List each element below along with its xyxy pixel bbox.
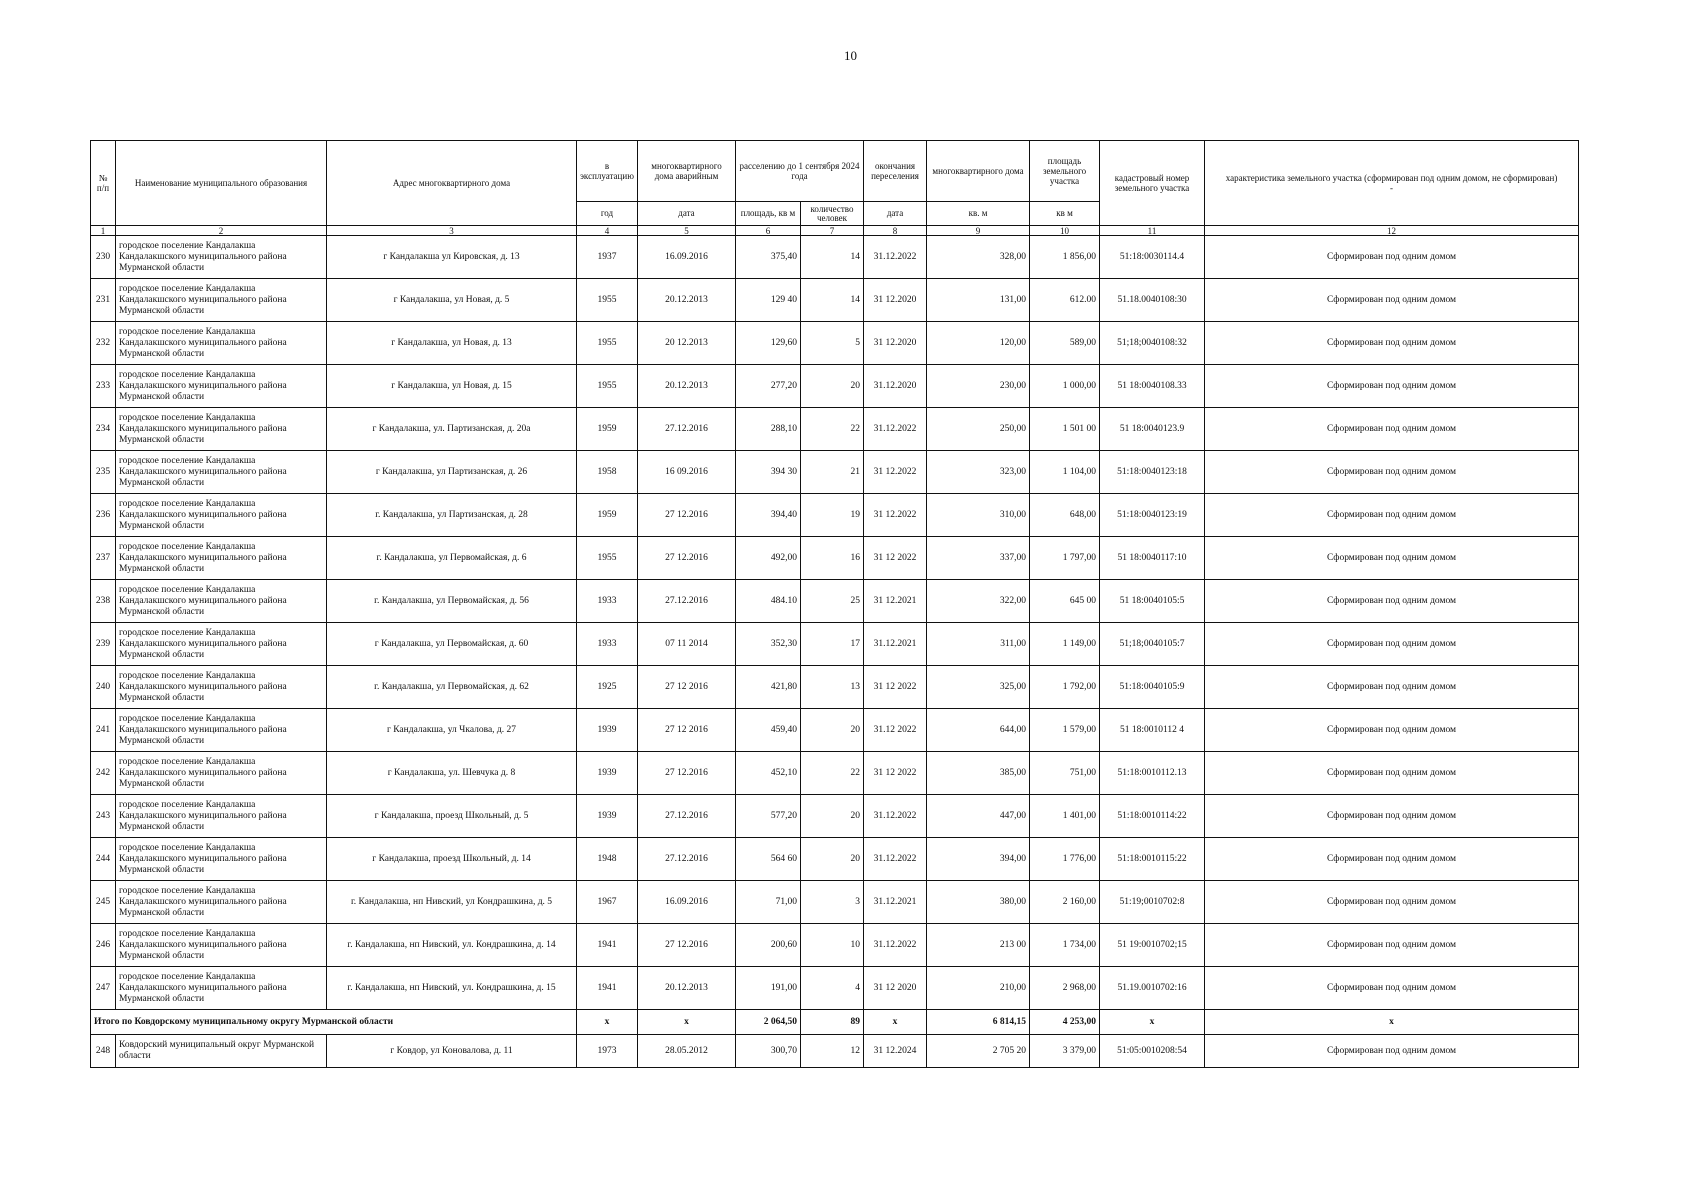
emergency-date: 16 09.2016 (638, 451, 736, 494)
house-address: г Кандалакша, ул Чкалова, д. 27 (327, 709, 577, 752)
commission-year: 1955 (577, 365, 638, 408)
house-area: 323,00 (927, 451, 1030, 494)
header-land-char (1205, 141, 1579, 226)
row-number: 239 (91, 623, 116, 666)
house-address: г. Кандалакша, ул Первомайская, д. 62 (327, 666, 577, 709)
header-land-char-dash: - (1390, 183, 1394, 193)
house-address: г Кандалакша, проезд Школьный, д. 5 (327, 795, 577, 838)
commission-year: 1941 (577, 967, 638, 1010)
house-area: 2 705 20 (927, 1035, 1030, 1068)
house-address: г Кандалакша, ул Новая, д. 13 (327, 322, 577, 365)
emergency-date: 27 12.2016 (638, 494, 736, 537)
people-count: 14 (801, 279, 864, 322)
row-number: 242 (91, 752, 116, 795)
people-count: 20 (801, 838, 864, 881)
commission-year: 1925 (577, 666, 638, 709)
row-number: 230 (91, 236, 116, 279)
row-number: 238 (91, 580, 116, 623)
page-number: 10 (844, 48, 857, 63)
cadastral-number: 51 18:0040105:5 (1100, 580, 1205, 623)
header-resettlement: расселению до 1 сентября 2024 года (736, 141, 864, 202)
land-area: 589,00 (1030, 322, 1100, 365)
cadastral-number: 51;18;0040108:32 (1100, 322, 1205, 365)
end-date: 31.12.2022 (864, 838, 927, 881)
cadastral-number: 51:19;0010702:8 (1100, 881, 1205, 924)
land-area: 2 160,00 (1030, 881, 1100, 924)
municipality-name: городское поселение Кандалакша Кандалакшского муниципального района Мурманской области (116, 924, 327, 967)
column-number: 1 (91, 226, 116, 236)
land-area: 1 776,00 (1030, 838, 1100, 881)
land-characteristic: Сформирован под одним домом (1205, 752, 1579, 795)
header-land-area: площадь земельного участка (1030, 141, 1100, 202)
resettlement-area: 191,00 (736, 967, 801, 1010)
cadastral-number: 51:18:0040123:19 (1100, 494, 1205, 537)
land-area: 1 734,00 (1030, 924, 1100, 967)
people-count: 21 (801, 451, 864, 494)
land-characteristic: Сформирован под одним домом (1205, 537, 1579, 580)
people-count: 5 (801, 322, 864, 365)
people-count: 3 (801, 881, 864, 924)
total-year: х (577, 1010, 638, 1035)
emergency-date: 20 12.2013 (638, 322, 736, 365)
house-address: г Кандалакша, ул Первомайская, д. 60 (327, 623, 577, 666)
subheader-sqm: кв. м (927, 202, 1030, 226)
municipality-name: городское поселение Кандалакша Кандалакшского муниципального района Мурманской области (116, 494, 327, 537)
cadastral-number: 51:18:0010112.13 (1100, 752, 1205, 795)
resettlement-area: 277,20 (736, 365, 801, 408)
resettlement-area: 577,20 (736, 795, 801, 838)
column-number: 4 (577, 226, 638, 236)
house-address: г Кандалакша, ул. Партизанская, д. 20а (327, 408, 577, 451)
end-date: 31 12.2022 (864, 494, 927, 537)
land-area: 648,00 (1030, 494, 1100, 537)
emergency-date: 27.12.2016 (638, 838, 736, 881)
emergency-date: 20.12.2013 (638, 967, 736, 1010)
resettlement-area: 421,80 (736, 666, 801, 709)
resettlement-area: 564 60 (736, 838, 801, 881)
land-characteristic: Сформирован под одним домом (1205, 580, 1579, 623)
house-area: 325,00 (927, 666, 1030, 709)
commission-year: 1939 (577, 709, 638, 752)
end-date: 31.12.2021 (864, 881, 927, 924)
table-row (91, 752, 1579, 795)
resettlement-area: 200,60 (736, 924, 801, 967)
header-house-area: многоквартирного дома (927, 141, 1030, 202)
commission-year: 1973 (577, 1035, 638, 1068)
header-num: № п/п (91, 141, 116, 226)
house-address: г. Кандалакша, ул Первомайская, д. 6 (327, 537, 577, 580)
house-area: 337,00 (927, 537, 1030, 580)
table-row (91, 666, 1579, 709)
header-land-char-text: характеристика земельного участка (сформирован под одним домом, не сформирован) (1225, 173, 1558, 183)
row-number: 241 (91, 709, 116, 752)
land-area: 1 579,00 (1030, 709, 1100, 752)
cadastral-number: 51.18.0040108:30 (1100, 279, 1205, 322)
house-address: г Кандалакша, ул Партизанская, д. 26 (327, 451, 577, 494)
table-row (91, 494, 1579, 537)
land-characteristic: Сформирован под одним домом (1205, 666, 1579, 709)
commission-year: 1967 (577, 881, 638, 924)
land-area: 1 104,00 (1030, 451, 1100, 494)
total-label: Итого по Ковдорскому муниципальному округу Мурманской области (91, 1010, 577, 1035)
house-area: 394,00 (927, 838, 1030, 881)
end-date: 31 12 2022 (864, 752, 927, 795)
row-number: 247 (91, 967, 116, 1010)
total-end: х (864, 1010, 927, 1035)
emergency-date: 27.12.2016 (638, 580, 736, 623)
land-area: 2 968,00 (1030, 967, 1100, 1010)
municipality-name: городское поселение Кандалакша Кандалакшского муниципального района Мурманской области (116, 322, 327, 365)
table-row (91, 838, 1579, 881)
cadastral-number: 51 19:0010702;15 (1100, 924, 1205, 967)
column-number: 8 (864, 226, 927, 236)
resettlement-area: 394,40 (736, 494, 801, 537)
municipality-name: городское поселение Кандалакша Кандалакшского муниципального района Мурманской области (116, 365, 327, 408)
resettlement-area: 492,00 (736, 537, 801, 580)
land-area: 612.00 (1030, 279, 1100, 322)
house-area: 250,00 (927, 408, 1030, 451)
table-row (91, 1035, 1579, 1068)
land-area: 751,00 (1030, 752, 1100, 795)
column-number: 10 (1030, 226, 1100, 236)
resettlement-area: 375,40 (736, 236, 801, 279)
cadastral-number: 51:18:0040123:18 (1100, 451, 1205, 494)
emergency-date: 27 12.2016 (638, 924, 736, 967)
municipality-name: городское поселение Кандалакша Кандалакшского муниципального района Мурманской области (116, 580, 327, 623)
subheader-date: дата (638, 202, 736, 226)
end-date: 31 12.2021 (864, 580, 927, 623)
commission-year: 1933 (577, 580, 638, 623)
land-area: 1 792,00 (1030, 666, 1100, 709)
table-row (91, 279, 1579, 322)
header-address: Адрес многоквартирного дома (327, 141, 577, 226)
commission-year: 1939 (577, 752, 638, 795)
house-area: 644,00 (927, 709, 1030, 752)
header-municipality: Наименование муниципального образования (116, 141, 327, 226)
house-address: г. Кандалакша, ул Партизанская, д. 28 (327, 494, 577, 537)
emergency-date: 16.09.2016 (638, 236, 736, 279)
house-area: 213 00 (927, 924, 1030, 967)
people-count: 22 (801, 408, 864, 451)
people-count: 22 (801, 752, 864, 795)
people-count: 14 (801, 236, 864, 279)
column-number-row (91, 226, 1579, 236)
municipality-name: городское поселение Кандалакша Кандалакшского муниципального района Мурманской области (116, 795, 327, 838)
cadastral-number: 51;18;0040105:7 (1100, 623, 1205, 666)
house-area: 131,00 (927, 279, 1030, 322)
row-number: 244 (91, 838, 116, 881)
total-row (91, 1010, 1579, 1035)
table-row (91, 537, 1579, 580)
house-address: г Кандалакша, проезд Школьный, д. 14 (327, 838, 577, 881)
emergency-date: 27 12 2016 (638, 709, 736, 752)
municipality-name: городское поселение Кандалакша Кандалакшского муниципального района Мурманской области (116, 623, 327, 666)
land-characteristic: Сформирован под одним домом (1205, 279, 1579, 322)
end-date: 31.12 2022 (864, 709, 927, 752)
land-characteristic: Сформирован под одним домом (1205, 967, 1579, 1010)
end-date: 31 12 2020 (864, 967, 927, 1010)
municipality-name: городское поселение Кандалакша Кандалакшского муниципального района Мурманской области (116, 451, 327, 494)
land-characteristic: Сформирован под одним домом (1205, 236, 1579, 279)
total-char: х (1205, 1010, 1579, 1035)
subheader-year: год (577, 202, 638, 226)
resettlement-area: 452,10 (736, 752, 801, 795)
total-area: 2 064,50 (736, 1010, 801, 1035)
end-date: 31 12 2022 (864, 666, 927, 709)
people-count: 16 (801, 537, 864, 580)
people-count: 20 (801, 365, 864, 408)
row-number: 248 (91, 1035, 116, 1068)
total-cad: х (1100, 1010, 1205, 1035)
land-characteristic: Сформирован под одним домом (1205, 1035, 1579, 1068)
end-date: 31.12.2022 (864, 924, 927, 967)
end-date: 31.12.2022 (864, 236, 927, 279)
row-number: 237 (91, 537, 116, 580)
column-number: 11 (1100, 226, 1205, 236)
total-date: х (638, 1010, 736, 1035)
table-row (91, 709, 1579, 752)
cadastral-number: 51 18:0040108.33 (1100, 365, 1205, 408)
municipality-name: городское поселение Кандалакша Кандалакшского муниципального района Мурманской области (116, 709, 327, 752)
house-area: 230,00 (927, 365, 1030, 408)
house-area: 310,00 (927, 494, 1030, 537)
row-number: 231 (91, 279, 116, 322)
resettlement-area: 394 30 (736, 451, 801, 494)
land-area: 3 379,00 (1030, 1035, 1100, 1068)
people-count: 25 (801, 580, 864, 623)
column-number: 6 (736, 226, 801, 236)
land-characteristic: Сформирован под одним домом (1205, 838, 1579, 881)
municipality-name: городское поселение Кандалакша Кандалакшского муниципального района Мурманской области (116, 236, 327, 279)
emergency-date: 27.12.2016 (638, 408, 736, 451)
resettlement-area: 352,30 (736, 623, 801, 666)
commission-year: 1933 (577, 623, 638, 666)
commission-year: 1948 (577, 838, 638, 881)
house-area: 322,00 (927, 580, 1030, 623)
table-row (91, 365, 1579, 408)
people-count: 19 (801, 494, 864, 537)
house-address: г Кандалакша, ул Новая, д. 5 (327, 279, 577, 322)
header-commission: в эксплуатацию (577, 141, 638, 202)
municipality-name: городское поселение Кандалакша Кандалакшского муниципального района Мурманской области (116, 279, 327, 322)
end-date: 31 12.2020 (864, 322, 927, 365)
land-characteristic: Сформирован под одним домом (1205, 795, 1579, 838)
resettlement-area: 288,10 (736, 408, 801, 451)
row-number: 246 (91, 924, 116, 967)
row-number: 240 (91, 666, 116, 709)
table-row (91, 322, 1579, 365)
emergency-date: 20.12.2013 (638, 365, 736, 408)
emergency-date: 27 12 2016 (638, 666, 736, 709)
land-characteristic: Сформирован под одним домом (1205, 881, 1579, 924)
subheader-people: количество человек (801, 202, 864, 226)
house-address: г. Кандалакша, нп Нивский, ул. Кондрашкина, д. 14 (327, 924, 577, 967)
people-count: 10 (801, 924, 864, 967)
land-area: 1 856,00 (1030, 236, 1100, 279)
municipality-name: городское поселение Кандалакша Кандалакшского муниципального района Мурманской области (116, 967, 327, 1010)
commission-year: 1937 (577, 236, 638, 279)
land-area: 645 00 (1030, 580, 1100, 623)
table-row (91, 451, 1579, 494)
subheader-area: площадь, кв м (736, 202, 801, 226)
commission-year: 1955 (577, 322, 638, 365)
people-count: 20 (801, 709, 864, 752)
people-count: 4 (801, 967, 864, 1010)
land-characteristic: Сформирован под одним домом (1205, 451, 1579, 494)
row-number: 245 (91, 881, 116, 924)
column-number: 3 (327, 226, 577, 236)
cadastral-number: 51 18:0040123.9 (1100, 408, 1205, 451)
land-characteristic: Сформирован под одним домом (1205, 408, 1579, 451)
land-characteristic: Сформирован под одним домом (1205, 623, 1579, 666)
house-address: г. Кандалакша, ул Первомайская, д. 56 (327, 580, 577, 623)
table-row (91, 408, 1579, 451)
end-date: 31 12.2022 (864, 451, 927, 494)
land-characteristic: Сформирован под одним домом (1205, 322, 1579, 365)
land-area: 1 149,00 (1030, 623, 1100, 666)
end-date: 31 12.2024 (864, 1035, 927, 1068)
municipality-name: Ковдорский муниципальный округ Мурманской области (116, 1035, 327, 1068)
row-number: 233 (91, 365, 116, 408)
end-date: 31.12.2022 (864, 408, 927, 451)
emergency-date: 27 12.2016 (638, 752, 736, 795)
house-address: г. Кандалакша, нп Нивский, ул Кондрашкина, д. 5 (327, 881, 577, 924)
resettlement-area: 300,70 (736, 1035, 801, 1068)
table-row (91, 924, 1579, 967)
emergency-date: 07 11 2014 (638, 623, 736, 666)
table-row (91, 623, 1579, 666)
cadastral-number: 51.19.0010702:16 (1100, 967, 1205, 1010)
land-characteristic: Сформирован под одним домом (1205, 365, 1579, 408)
end-date: 31 12 2022 (864, 537, 927, 580)
total-people: 89 (801, 1010, 864, 1035)
commission-year: 1955 (577, 279, 638, 322)
commission-year: 1959 (577, 408, 638, 451)
cadastral-number: 51:05:0010208:54 (1100, 1035, 1205, 1068)
column-number: 12 (1205, 226, 1579, 236)
resettlement-area: 459,40 (736, 709, 801, 752)
municipality-name: городское поселение Кандалакша Кандалакшского муниципального района Мурманской области (116, 537, 327, 580)
house-area: 328,00 (927, 236, 1030, 279)
row-number: 235 (91, 451, 116, 494)
table-body (91, 236, 1579, 1068)
column-number: 7 (801, 226, 864, 236)
table-row (91, 236, 1579, 279)
row-number: 234 (91, 408, 116, 451)
land-characteristic: Сформирован под одним домом (1205, 494, 1579, 537)
house-area: 210,00 (927, 967, 1030, 1010)
end-date: 31 12.2020 (864, 279, 927, 322)
land-characteristic: Сформирован под одним домом (1205, 709, 1579, 752)
municipality-name: городское поселение Кандалакша Кандалакшского муниципального района Мурманской области (116, 408, 327, 451)
emergency-date: 28.05.2012 (638, 1035, 736, 1068)
row-number: 236 (91, 494, 116, 537)
commission-year: 1941 (577, 924, 638, 967)
commission-year: 1939 (577, 795, 638, 838)
row-number: 232 (91, 322, 116, 365)
resettlement-area: 71,00 (736, 881, 801, 924)
people-count: 13 (801, 666, 864, 709)
emergency-date: 27 12.2016 (638, 537, 736, 580)
commission-year: 1958 (577, 451, 638, 494)
column-number: 5 (638, 226, 736, 236)
resettlement-table (90, 140, 1579, 1068)
house-area: 311,00 (927, 623, 1030, 666)
cadastral-number: 51:18:0010115:22 (1100, 838, 1205, 881)
subheader-sqm-land: кв м (1030, 202, 1100, 226)
house-address: г Ковдор, ул Коновалова, д. 11 (327, 1035, 577, 1068)
header-end-date: окончания переселения (864, 141, 927, 202)
house-area: 447,00 (927, 795, 1030, 838)
cadastral-number: 51:18:0040105:9 (1100, 666, 1205, 709)
resettlement-area: 129,60 (736, 322, 801, 365)
people-count: 17 (801, 623, 864, 666)
house-area: 120,00 (927, 322, 1030, 365)
emergency-date: 16.09.2016 (638, 881, 736, 924)
house-address: г. Кандалакша, нп Нивский, ул. Кондрашкина, д. 15 (327, 967, 577, 1010)
land-area: 1 401,00 (1030, 795, 1100, 838)
row-number: 243 (91, 795, 116, 838)
column-number: 9 (927, 226, 1030, 236)
header-emergency: многоквартирного дома аварийным (638, 141, 736, 202)
municipality-name: городское поселение Кандалакша Кандалакшского муниципального района Мурманской области (116, 881, 327, 924)
table-row (91, 881, 1579, 924)
house-address: г Кандалакша, ул. Шевчука д. 8 (327, 752, 577, 795)
cadastral-number: 51 18:0010112 4 (1100, 709, 1205, 752)
municipality-name: городское поселение Кандалакша Кандалакшского муниципального района Мурманской области (116, 752, 327, 795)
commission-year: 1955 (577, 537, 638, 580)
table-row (91, 580, 1579, 623)
house-address: г Кандалакша, ул Новая, д. 15 (327, 365, 577, 408)
house-area: 385,00 (927, 752, 1030, 795)
subheader-date-end: дата (864, 202, 927, 226)
end-date: 31.12.2020 (864, 365, 927, 408)
land-characteristic: Сформирован под одним домом (1205, 924, 1579, 967)
header-cadastral: кадастровый номер земельного участка (1100, 141, 1205, 226)
house-area: 380,00 (927, 881, 1030, 924)
column-number: 2 (116, 226, 327, 236)
people-count: 12 (801, 1035, 864, 1068)
people-count: 20 (801, 795, 864, 838)
end-date: 31.12.2021 (864, 623, 927, 666)
land-area: 1 797,00 (1030, 537, 1100, 580)
table-row (91, 967, 1579, 1010)
house-address: г Кандалакша ул Кировская, д. 13 (327, 236, 577, 279)
emergency-date: 20.12.2013 (638, 279, 736, 322)
resettlement-area: 484.10 (736, 580, 801, 623)
land-area: 1 000,00 (1030, 365, 1100, 408)
table-row (91, 795, 1579, 838)
cadastral-number: 51:18:0030114.4 (1100, 236, 1205, 279)
municipality-name: городское поселение Кандалакша Кандалакшского муниципального района Мурманской области (116, 838, 327, 881)
commission-year: 1959 (577, 494, 638, 537)
cadastral-number: 51 18:0040117:10 (1100, 537, 1205, 580)
resettlement-area: 129 40 (736, 279, 801, 322)
end-date: 31.12.2022 (864, 795, 927, 838)
cadastral-number: 51:18:0010114:22 (1100, 795, 1205, 838)
total-land: 4 253,00 (1030, 1010, 1100, 1035)
total-house: 6 814,15 (927, 1010, 1030, 1035)
emergency-date: 27.12.2016 (638, 795, 736, 838)
municipality-name: городское поселение Кандалакша Кандалакшского муниципального района Мурманской области (116, 666, 327, 709)
land-area: 1 501 00 (1030, 408, 1100, 451)
